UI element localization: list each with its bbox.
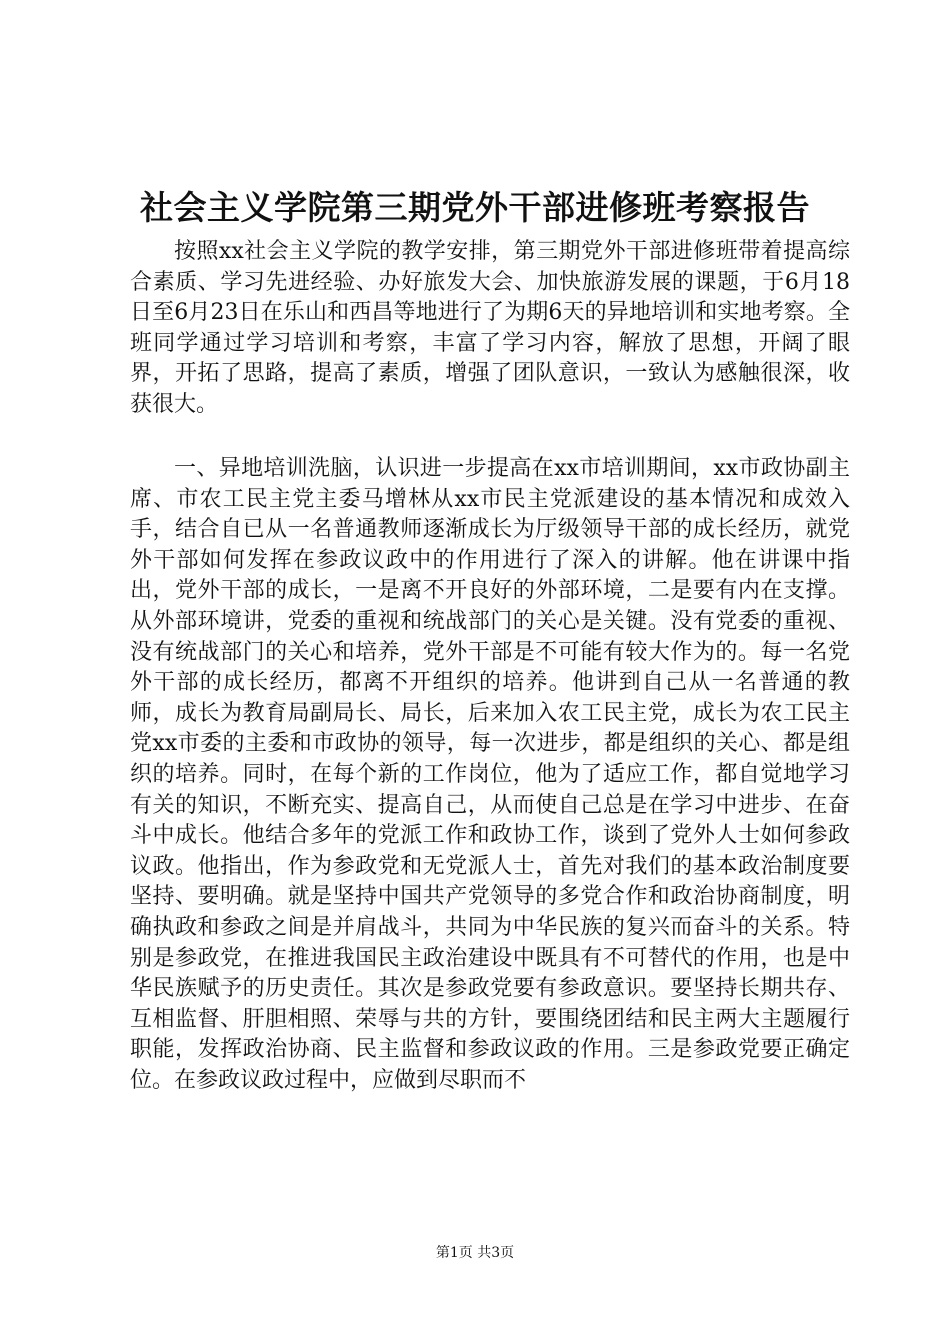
page-footer: 第1页 共3页: [435, 1245, 515, 1261]
document-title: 社会主义学院第三期党外干部进修班考察报告: [140, 188, 810, 227]
paragraph-section-one: 一、异地培训洗脑，认识进一步提高在xx市培训期间，xx市政协副主席、市农工民主党主委马增林从xx市民主党派建设的基本情况和成效入手，结合自已从一名普通教师逐渐成长为厅级领导干部的成长经历，就党外干部如何发挥在参政议政中的作用进行了深入的讲解。他在讲课中指出，党外干部的成长，一是离不开良好的外部环境，二是要有内在支撑。从外部环境讲，党委的重视和统战部门的关心是关键。没有党委的重视、没有统战部门的关心和培养，党外干部是不可能有较大作为的。每一名党外干部的成长经历，都离不开组织的培养。他讲到自己从一名普通的教师，成长为教育局副局长、局长，后来加入农工民主党，成长为农工民主党xx市委的主委和市政协的领导，每一次进步，都是组织的关心、都是组织的培养。同时，在每个新的工作岗位，他为了适应工作，都自觉地学习有关的知识，不断充实、提高自己，从而使自己总是在学习中进步、在奋斗中成长。他结合多年的党派工作和政协工作，谈到了党外人士如何参政议政。他指出，作为参政党和无党派人士，首先对我们的基本政治制度要坚持、要明确。就是坚持中国共产党领导的多党合作和政治协商制度，明确执政和参政之间是并肩战斗，共同为中华民族的复兴而奋斗的关系。特别是参政党，在推进我国民主政治建设中既具有不可替代的作用，也是中华民族赋予的历史责任。其次是参政党要有参政意识。要坚持长期共存、互相监督、肝胆相照、荣辱与共的方针，要围绕团结和民主两大主题履行职能，发挥政治协商、民主监督和参政议政的作用。三是参政党要正确定位。在参政议政过程中，应做到尽职而不: [130, 456, 850, 1093]
paragraph-intro: 按照xx社会主义学院的教学安排，第三期党外干部进修班带着提高综合素质、学习先进经验、办好旅发大会、加快旅游发展的课题，于6月18日至6月23日在乐山和西昌等地进行了为期6天的异地培训和实地考察。全班同学通过学习培训和考察，丰富了学习内容，解放了思想，开阔了眼界，开拓了思路，提高了素质，增强了团队意识，一致认为感触很深，收获很大。: [130, 239, 850, 417]
